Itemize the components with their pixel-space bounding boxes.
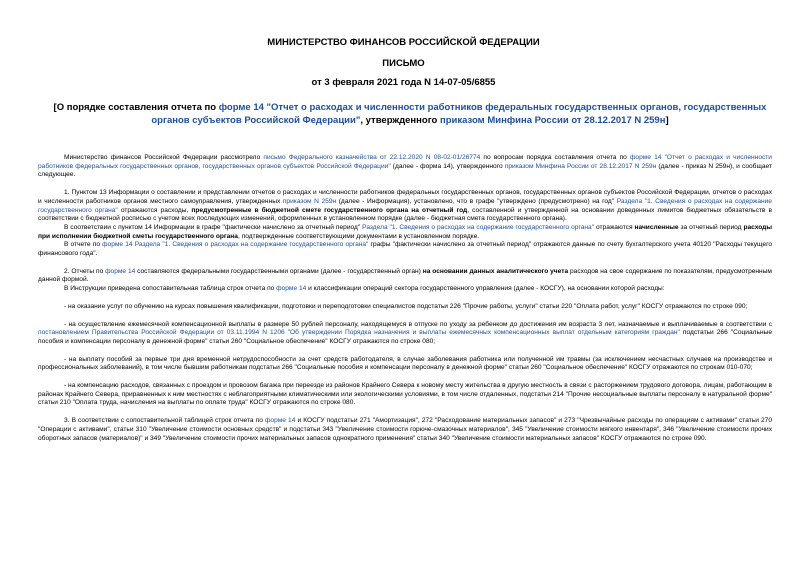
list-item-compensation xyxy=(38,321,772,347)
text: Министерство финансов Российской Федерации рассмотрело xyxy=(64,154,264,161)
text: 3. В соответствии с сопоставительной таблицей строк отчета по xyxy=(64,417,265,425)
paragraph-intro xyxy=(38,154,772,180)
subject-order-link[interactable]: приказом Минфина России от 28.12.2017 N 259н xyxy=(439,115,666,126)
text: - на выплату пособий за первые три дня временной нетрудоспособности за счет средств работодателя, в случае заболевания работника или полученной им травмы (за исключением несчастных случаев на производстве и профессиональных заболеваний), в том числе бывшим работникам подстатьи 266 "Социальные пособия и компенсации персоналу в денежной форме" статьи 260 "Социальное обеспечение" КОСГУ отражаются по строкам 010-070; xyxy=(38,355,772,372)
paragraph-2 xyxy=(38,268,772,285)
bold-text: предусмотренные в бюджетной смете государственного органа на отчетный год xyxy=(191,206,468,214)
ministry-title: МИНИСТЕРСТВО ФИНАНСОВ РОССИЙСКОЙ ФЕДЕРАЦИИ xyxy=(267,37,540,48)
section-1-link[interactable]: Раздела "1. Сведения о расходах на содержание государственного органа" xyxy=(362,223,595,231)
text: за отчетный период xyxy=(678,223,744,231)
bold-text: расходы при исполнении бюджетной сметы государственного органа xyxy=(38,223,772,240)
text: отражаются расходы, xyxy=(117,206,192,214)
text: 1. Пунктом 13 Информации о составлении и представлении отчетов о расходах и численности работников федеральных государственных органов, государственных органов субъектов Российской Федерации, отчетов о расходах и численности работников органов местного самоуправления, утвержденных xyxy=(38,189,772,205)
text: расходов на свое содержание по показателям, предусмотренным данной формой. xyxy=(38,267,772,284)
bold-text: начисленные xyxy=(634,223,679,231)
paragraph-1-3 xyxy=(38,241,772,258)
paragraph-1 xyxy=(38,189,772,224)
text: В отчете по xyxy=(64,241,103,249)
text: составляются федеральными государственными органами (далее - государственный орган) xyxy=(135,267,423,275)
subject-mid: , утвержденного xyxy=(360,115,440,126)
subject-lead: [О порядке составления отчета по xyxy=(53,102,219,113)
list-item-relocation xyxy=(38,382,772,408)
form-14-section-link[interactable]: форме 14 Раздела "1. Сведения о расходах на содержание государственного органа" xyxy=(102,241,369,249)
text: , составленной и утвержденной на основании доведенных лимитов бюджетных обязательств в соответствии с бюджетной росписью с учетом всех последующих изменений, оформленных в установленном порядке (далее - бюджетная смета государственного органа). xyxy=(38,206,772,223)
subject-end: ] xyxy=(665,115,669,126)
text: отражаются xyxy=(594,223,635,231)
text: В Инструкции приведена сопоставительная таблица строк отчета по xyxy=(64,285,277,293)
paragraph-2-2 xyxy=(38,285,772,294)
form-14-link[interactable]: форме 14 xyxy=(276,285,307,293)
order-259n-link[interactable]: приказом Минфина России от 28.12.2017 N 259н xyxy=(504,162,657,170)
text: (далее - Информация), установлено, что в графе "утверждено (предусмотрено) на год" xyxy=(336,197,617,205)
document-type: ПИСЬМО xyxy=(382,58,425,69)
document-date-number: от 3 февраля 2021 года N 14-07-05/6855 xyxy=(311,77,496,88)
form-14-link[interactable]: форме 14 "Отчет о расходах и численности работников федеральных государственных органов, государственных органов субъектов Российской Федерации" xyxy=(38,154,772,170)
form-14-link[interactable]: форме 14 xyxy=(265,417,296,425)
document-body xyxy=(38,154,772,443)
subject-form-link[interactable]: форме 14 "Отчет о расходах и численности работников федеральных государственных органов, государственных органов субъектов Российской Федерации" xyxy=(151,102,767,126)
text: и КОСГУ подстатьи 271 "Амортизация", 272 "Расходование материальных запасов" и 273 "Чрезвычайные расходы по операциям с активами" статьи 270 "Операции с активами", статьи 310 "Увеличение стоимости основных средств" и подстатьи 343 "Увеличение стоимости горюче-смазочных материалов", 345 "Увеличение стоимости мягкого инвентаря", 346 "Увеличение стоимости прочих оборотных запасов (материалов)" и 349 "Увеличение стоимости прочих материальных запасов однократного применения" статьи 340 "Увеличение стоимости материальных запасов" КОСГУ отражаются по строке 090. xyxy=(38,417,772,442)
text: - на компенсацию расходов, связанных с проездом и провозом багажа при переезде из районов Крайнего Севера к новому месту жительства в другую местность в связи с расторжением трудового договора, лицам, работающим в районах Крайнего Севера, приравненных к ним местностях с неблагоприятными климатическими или экологическими условиями, в том числе отдаленных, подстатьи 214 "Прочие несоциальные выплаты персоналу в натуральной форме" статьи 210 "Оплата труда, начисления на выплаты по оплате труда" КОСГУ отражаются по строке 080. xyxy=(38,382,772,407)
text: - на оказание услуг по обучению на курсах повышения квалификации, подготовки и переподготовки специалистов подстатьи 226 "Прочие работы, услуги" статьи 220 "Оплата работ, услуг" КОСГУ отражаются по строке 090; xyxy=(64,302,748,310)
list-item-training xyxy=(38,303,772,312)
text: В соответствии с пунктом 14 Информации в графе "фактически начислено за отчетный период" xyxy=(64,223,363,231)
section-1-link[interactable]: Раздела "1. Сведения о расходах на содержание государственного органа" xyxy=(38,197,772,214)
text: и классификации операций сектора государственного управления (далее - КОСГУ), на основании которой расходы: xyxy=(306,285,665,293)
bold-text: на основании данных аналитического учета xyxy=(422,267,569,275)
text: подстатьи 266 "Социальные пособия и компенсации персоналу в денежной форме" статьи 260 "Социальное обеспечение" КОСГУ отражаются по строке 080; xyxy=(38,329,772,345)
order-259n-link[interactable]: приказом N 259н xyxy=(282,197,337,205)
government-decree-link[interactable]: постановлением Правительства Российской Федерации от 03.11.1994 N 1206 "Об утверждении Порядка назначения и выплаты ежемесячных компенсационных выплат отдельным категориям граждан" xyxy=(38,329,680,337)
paragraph-3 xyxy=(38,417,772,443)
text: , подтвержденные соответствующими документами в установленном порядке. xyxy=(237,232,480,240)
text: графы "фактически начислено за отчетный период" отражаются данные по счету бухгалтерского учета 40120 "Расходы текущего финансового года". xyxy=(38,241,772,258)
list-item-sick-leave xyxy=(38,356,772,373)
text: по вопросам порядка составления отчета по xyxy=(480,154,630,161)
paragraph-1-2 xyxy=(38,224,772,241)
document-subject xyxy=(50,101,770,127)
text: - на осуществление ежемесячной компенсационной выплаты в размере 50 рублей персоналу, находящемуся в отпуске по уходу за ребенком до достижения им возраста 3 лет, назначаемые и выплачиваемые в соответствии с xyxy=(64,320,772,328)
text: (далее - форма 14), утвержденного xyxy=(390,162,505,170)
treasury-letter-link[interactable]: письмо Федерального казначейства от 22.12.2020 N 08-02-01/26774 xyxy=(263,154,481,161)
text: (далее - приказ N 259н), и сообщает следующее. xyxy=(38,162,773,179)
form-14-link[interactable]: форме 14 xyxy=(105,267,136,275)
text: 2. Отчеты по xyxy=(64,267,106,275)
